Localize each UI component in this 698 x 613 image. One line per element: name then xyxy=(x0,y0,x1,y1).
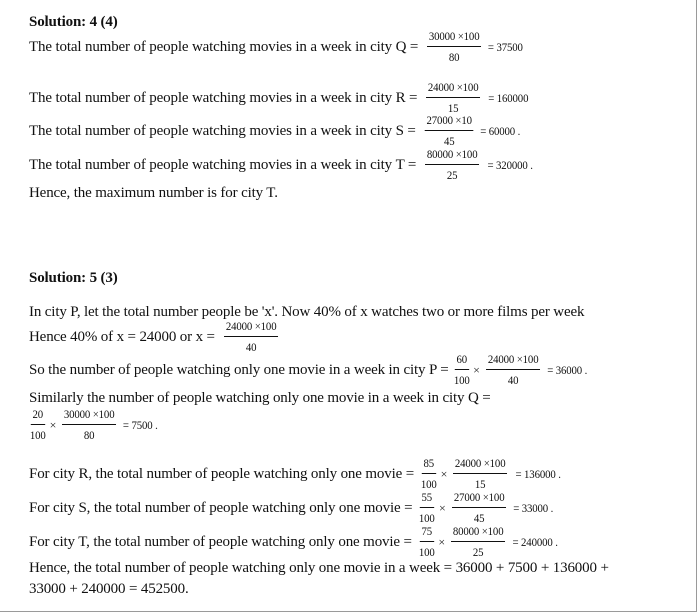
fraction xyxy=(62,407,116,443)
result: = 7500 . xyxy=(123,417,159,432)
numerator: 20 xyxy=(31,407,45,425)
denominator: 80 xyxy=(84,428,95,442)
row-text: the total number of people watching only one movie = xyxy=(93,533,412,550)
denominator: 80 xyxy=(449,50,460,64)
result: = 60000 . xyxy=(480,123,521,138)
sol5-row-t xyxy=(29,522,561,562)
fraction xyxy=(424,113,473,149)
fraction xyxy=(451,524,505,560)
row-label: For city R, xyxy=(29,465,92,482)
result: = 136000 . xyxy=(515,466,561,481)
numerator: 30000 ×100 xyxy=(62,407,116,425)
row-text: The total number of people watching movies in a week in city xyxy=(29,38,392,55)
numerator: 60 xyxy=(454,352,468,370)
denominator: 100 xyxy=(419,511,436,525)
city-label: R = xyxy=(395,89,418,106)
times-sign: × xyxy=(473,362,480,377)
result: = 240000 . xyxy=(512,534,559,549)
fraction xyxy=(425,147,479,183)
row-text: The total number of people watching movies in a week in city xyxy=(29,156,392,173)
result: = 320000 . xyxy=(487,157,533,172)
numerator: 75 xyxy=(420,524,434,542)
denominator: 100 xyxy=(420,477,437,491)
solution-5-heading: Solution: 5 (3) xyxy=(29,269,118,286)
numerator: 27000 ×100 xyxy=(452,490,506,508)
denominator: 100 xyxy=(453,373,470,387)
fraction xyxy=(30,407,46,443)
row-text: the total number of people watching only one movie = xyxy=(95,465,415,482)
times-sign: × xyxy=(440,466,448,481)
result: = 37500 xyxy=(488,39,524,54)
numerator: 24000 ×100 xyxy=(224,319,278,337)
denominator: 45 xyxy=(443,134,455,148)
result: = 36000 . xyxy=(547,362,588,377)
denominator: 25 xyxy=(447,168,458,182)
times-sign: × xyxy=(438,534,446,549)
denominator: 15 xyxy=(475,477,486,491)
sol4-row-q xyxy=(29,27,525,67)
denominator: 45 xyxy=(473,511,484,525)
sol5-total-line1: Hence, the total number of people watching only one movie in a week = 36000 + 7500 + 136000 + xyxy=(29,560,609,576)
numerator: 55 xyxy=(420,490,434,508)
row-label: For city T, xyxy=(29,533,90,550)
row-text: The total number of people watching movies in a week in city xyxy=(29,89,392,106)
fraction xyxy=(419,524,435,560)
row-text: the total number of people watching only one movie = xyxy=(93,499,413,516)
fraction xyxy=(452,490,506,526)
sol4-conclusion: Hence, the maximum number is for city T. xyxy=(29,184,278,201)
solution-4-heading: Solution: 4 (4) xyxy=(29,13,118,30)
fraction xyxy=(419,490,435,526)
denominator: 15 xyxy=(448,101,459,115)
numerator: 24000 ×100 xyxy=(426,80,480,98)
times-sign: × xyxy=(438,500,446,515)
sol5-line1: In city P, let the total number people be 'x'. Now 40% of x watches two or more films per week xyxy=(29,303,585,320)
numerator: 80000 ×100 xyxy=(451,524,505,542)
sol5-total-line2: 33000 + 240000 = 452500. xyxy=(29,581,189,597)
row-text: So the number of people watching only one movie in a week in city P = xyxy=(29,361,449,378)
denominator: 40 xyxy=(245,340,257,354)
row-text: Hence 40% of x = 24000 or x = xyxy=(29,328,215,345)
numerator: 27000 ×10 xyxy=(424,113,473,131)
city-label: S = xyxy=(395,122,416,139)
result: = 160000 xyxy=(487,90,528,105)
fraction xyxy=(453,456,507,492)
denominator: 100 xyxy=(29,428,46,442)
denominator: 40 xyxy=(507,373,519,387)
numerator: 24000 ×100 xyxy=(486,352,540,370)
row-label: For city S, xyxy=(29,499,91,516)
sol5-line4: Similarly the number of people watching only one movie in a week in city Q = xyxy=(29,389,491,406)
row-text: The total number of people watching movies in a week in city xyxy=(29,122,392,139)
denominator: 100 xyxy=(418,545,435,559)
times-sign: × xyxy=(49,417,57,432)
result: = 33000 . xyxy=(513,500,554,515)
city-label: Q = xyxy=(395,38,419,55)
fraction xyxy=(486,352,540,388)
numerator: 80000 ×100 xyxy=(425,147,479,165)
fraction xyxy=(421,456,437,492)
numerator: 85 xyxy=(422,456,436,474)
numerator: 30000 ×100 xyxy=(427,29,481,47)
city-label: T = xyxy=(395,156,417,173)
sol5-line5 xyxy=(29,405,160,445)
denominator: 25 xyxy=(472,545,484,559)
numerator: 24000 ×100 xyxy=(453,456,507,474)
fraction xyxy=(427,29,481,65)
